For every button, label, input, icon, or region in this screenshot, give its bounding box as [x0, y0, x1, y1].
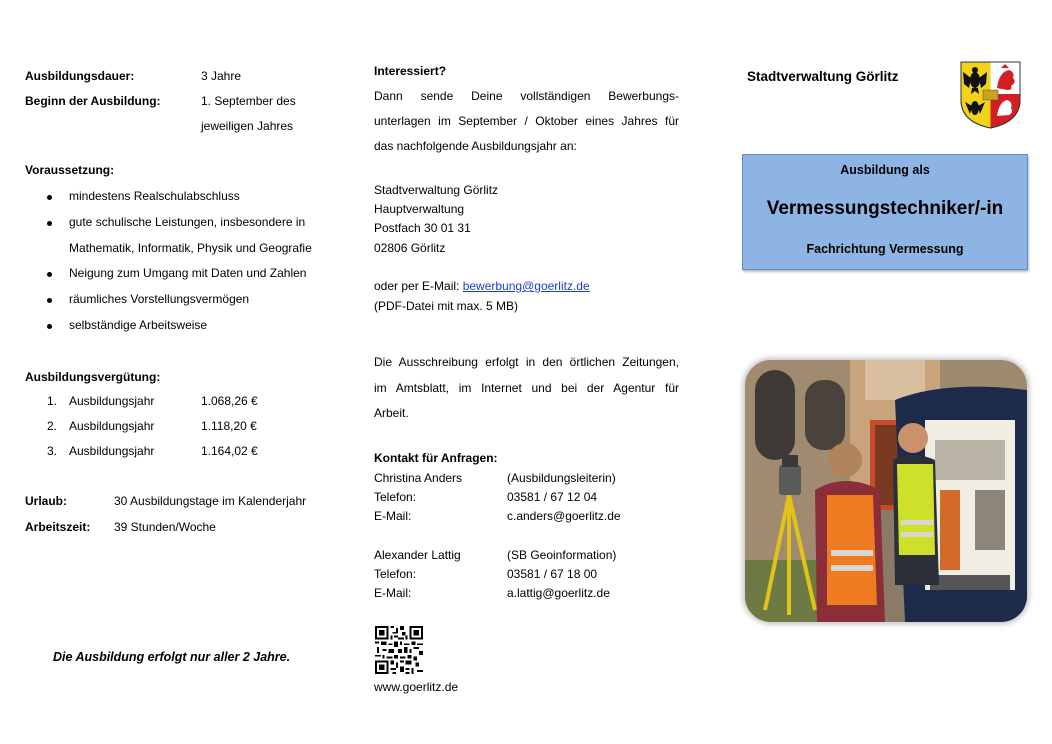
interested-heading: Interessiert?	[374, 64, 447, 78]
pdf-note: (PDF-Datei mit max. 5 MB)	[374, 299, 519, 313]
website-link[interactable]: www.goerlitz.de	[374, 680, 459, 694]
worktime-value: 39 Stunden/Woche	[114, 520, 216, 534]
apply-text-line3: das nachfolgende Ausbildungsjahr an:	[374, 139, 577, 153]
application-email-link[interactable]: bewerbung@goerlitz.de	[462, 279, 590, 293]
apply-text-line2: unterlagen im September / Oktober eines Jahres für	[374, 114, 679, 128]
email-line	[374, 279, 679, 293]
bullet-icon	[47, 298, 52, 303]
address-line: 02806 Görlitz	[374, 241, 446, 255]
start-value-line2: jeweiligen Jahres	[201, 119, 294, 133]
requirement-item: selbständige Arbeitsweise	[69, 318, 208, 332]
pay-year-label: Ausbildungsjahr	[69, 444, 155, 458]
publish-text-line1: Die Ausschreibung erfolgt in den örtlichen Zeitungen,	[374, 355, 679, 369]
pay-amount: 1.164,02 €	[201, 444, 258, 458]
address-line: Hauptverwaltung	[374, 202, 465, 216]
requirement-item: Neigung zum Umgang mit Daten und Zahlen	[69, 266, 307, 280]
contact2-name: Alexander Lattig	[374, 548, 461, 562]
pay-year-number: 3.	[47, 444, 58, 458]
contact1-name: Christina Anders	[374, 471, 463, 485]
title-box-profession: Vermessungstechniker/-in	[766, 198, 1004, 219]
contact1-phone-label: Telefon:	[374, 490, 417, 504]
duration-label: Ausbildungsdauer:	[25, 69, 135, 83]
title-box-specialization: Fachrichtung Vermessung	[806, 242, 964, 256]
bullet-icon	[47, 221, 52, 226]
frequency-note: Die Ausbildung erfolgt nur aller 2 Jahre.	[53, 650, 291, 664]
qr-code-icon	[375, 626, 423, 674]
vacation-value: 30 Ausbildungstage im Kalenderjahr	[114, 494, 307, 508]
pay-amount: 1.118,20 €	[201, 419, 257, 433]
contact2-phone-label: Telefon:	[374, 567, 417, 581]
vacation-label: Urlaub:	[25, 494, 67, 508]
contact2-role: (SB Geoinformation)	[507, 548, 617, 562]
surveyors-photo-illustration	[745, 360, 1027, 622]
duration-value: 3 Jahre	[201, 69, 242, 83]
pay-amount: 1.068,26 €	[201, 394, 258, 408]
title-box-intro: Ausbildung als	[840, 163, 930, 177]
pay-year-label: Ausbildungsjahr	[69, 419, 155, 433]
apply-text-line1: Dann sende Deine vollständigen Bewerbungs-	[374, 89, 679, 103]
requirement-item: Mathematik, Informatik, Physik und Geografie	[69, 241, 312, 255]
requirements-heading: Voraussetzung:	[25, 163, 115, 177]
bullet-icon	[47, 195, 52, 200]
title-box	[742, 154, 1028, 270]
contact1-phone: 03581 / 67 12 04	[507, 490, 598, 504]
contact-heading: Kontakt für Anfragen:	[374, 451, 498, 465]
pay-year-label: Ausbildungsjahr	[69, 394, 155, 408]
pay-year-number: 1.	[47, 394, 58, 408]
address-line: Postfach 30 01 31	[374, 221, 471, 235]
requirement-item: gute schulische Leistungen, insbesondere in	[69, 215, 306, 229]
publish-text-line2: im Amtsblatt, im Internet und bei der Agentur für	[374, 381, 679, 395]
requirement-item: räumliches Vorstellungsvermögen	[69, 292, 250, 306]
worktime-label: Arbeitszeit:	[25, 520, 91, 534]
publish-text-line3: Arbeit.	[374, 406, 409, 420]
start-label: Beginn der Ausbildung:	[25, 94, 161, 108]
contact2-mail-label: E-Mail:	[374, 586, 412, 600]
pay-year-number: 2.	[47, 419, 58, 433]
requirement-item: mindestens Realschulabschluss	[69, 189, 240, 203]
contact1-mail: c.anders@goerlitz.de	[507, 509, 621, 523]
email-prefix: oder per E-Mail:	[374, 279, 463, 293]
contact2-mail: a.lattig@goerlitz.de	[507, 586, 610, 600]
address-line: Stadtverwaltung Görlitz	[374, 183, 499, 197]
bullet-icon	[47, 324, 52, 329]
contact1-role: (Ausbildungsleiterin)	[507, 471, 616, 485]
contact1-mail-label: E-Mail:	[374, 509, 412, 523]
organization-name: Stadtverwaltung Görlitz	[747, 69, 899, 84]
contact2-phone: 03581 / 67 18 00	[507, 567, 598, 581]
coat-of-arms-icon	[959, 60, 1022, 130]
pay-heading: Ausbildungsvergütung:	[25, 370, 161, 384]
start-value-line1: 1. September des	[201, 94, 296, 108]
surveyors-photo	[745, 360, 1027, 622]
bullet-icon	[47, 272, 52, 277]
